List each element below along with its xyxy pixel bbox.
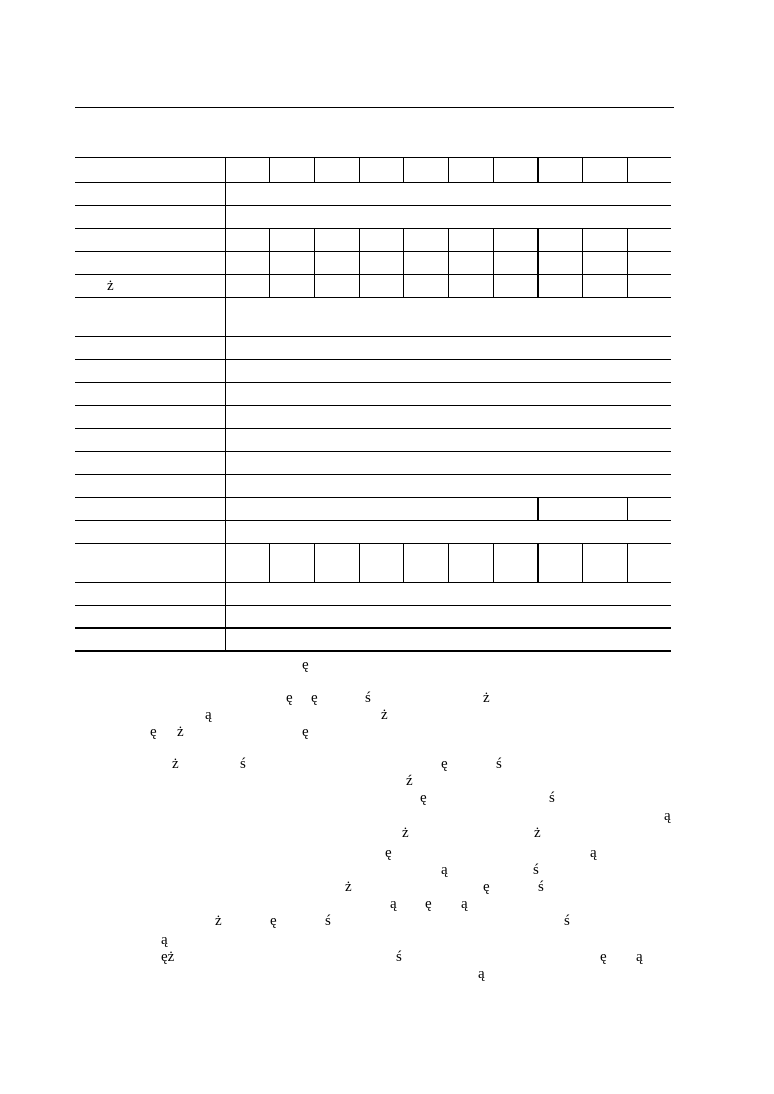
cell-divider (403, 157, 404, 182)
cell-divider (627, 543, 628, 582)
text-glyph: ś (365, 690, 371, 706)
text-glyph: ą (441, 862, 448, 878)
cell-divider (359, 543, 360, 582)
cell-divider (269, 157, 270, 182)
cell-divider (314, 543, 315, 582)
cell-divider (359, 228, 360, 297)
text-glyph: ę (600, 949, 607, 965)
text-glyph: ą (478, 966, 485, 982)
cell-divider-thick (537, 497, 539, 520)
text-glyph: ś (396, 949, 402, 965)
text-glyph: ż (483, 690, 490, 706)
text-glyph: ś (538, 879, 544, 895)
row-label: ż (107, 278, 114, 294)
cell-divider (582, 543, 583, 582)
cell-divider (269, 543, 270, 582)
cell-divider-thick (537, 228, 539, 297)
cell-divider (448, 543, 449, 582)
text-glyph: ęż (161, 949, 175, 965)
table-row-rule (75, 582, 671, 583)
table-row-rule (75, 182, 671, 183)
text-glyph: ę (420, 790, 427, 806)
table-row-rule (75, 474, 671, 475)
text-glyph: ę (425, 896, 432, 912)
cell-divider (493, 543, 494, 582)
cell-divider (627, 157, 628, 182)
table-row-rule (75, 336, 671, 337)
label-column-divider (225, 157, 226, 651)
table-row-rule (75, 428, 671, 429)
cell-divider (627, 497, 628, 520)
cell-divider (448, 157, 449, 182)
text-glyph: ż (345, 879, 352, 895)
text-glyph: ę (483, 879, 490, 895)
text-glyph: ę (441, 756, 448, 772)
text-glyph: ę (302, 724, 309, 740)
cell-divider (314, 157, 315, 182)
text-glyph: ę (385, 845, 392, 861)
table-row-rule (75, 405, 671, 406)
text-glyph: ę (311, 690, 318, 706)
table-row-rule (75, 297, 671, 298)
cell-divider (359, 157, 360, 182)
table-row-rule (75, 359, 671, 360)
text-glyph: ą (161, 932, 168, 948)
text-glyph: ą (664, 808, 671, 824)
table-row-rule (75, 382, 671, 383)
cell-divider (493, 228, 494, 297)
cell-divider (582, 157, 583, 182)
text-glyph: ś (564, 913, 570, 929)
table-row-rule (75, 451, 671, 452)
text-glyph: ź (406, 773, 413, 789)
cell-divider (269, 228, 270, 297)
table-row-rule (75, 205, 671, 206)
text-glyph: ż (177, 724, 184, 740)
cell-divider (582, 228, 583, 297)
table-thick-rule (75, 627, 671, 629)
text-glyph: ę (302, 657, 309, 673)
text-glyph: ą (205, 707, 212, 723)
text-glyph: ż (381, 707, 388, 723)
cell-divider (627, 228, 628, 297)
text-glyph: ę (150, 724, 157, 740)
text-glyph: ż (172, 756, 179, 772)
text-glyph: ś (549, 790, 555, 806)
cell-divider (403, 543, 404, 582)
cell-divider (314, 228, 315, 297)
header-rule (75, 107, 674, 108)
text-glyph: ś (533, 862, 539, 878)
text-glyph: ą (390, 896, 397, 912)
table-row-rule (75, 605, 671, 606)
text-glyph: ś (496, 756, 502, 772)
cell-divider-thick (537, 157, 539, 182)
text-glyph: ś (240, 756, 246, 772)
text-glyph: ż (402, 825, 409, 841)
text-glyph: ę (286, 690, 293, 706)
text-glyph: ą (590, 845, 597, 861)
cell-divider (493, 157, 494, 182)
cell-divider (403, 228, 404, 297)
cell-divider-thick (537, 543, 539, 582)
cell-divider (448, 228, 449, 297)
table-bottom-rule (75, 650, 671, 652)
text-glyph: ą (636, 949, 643, 965)
table-row-rule (75, 497, 671, 498)
text-glyph: ę (270, 913, 277, 929)
table-row-rule (75, 520, 671, 521)
text-glyph: ą (461, 896, 468, 912)
text-glyph: ś (325, 913, 331, 929)
text-glyph: ż (215, 913, 222, 929)
text-glyph: ż (534, 825, 541, 841)
